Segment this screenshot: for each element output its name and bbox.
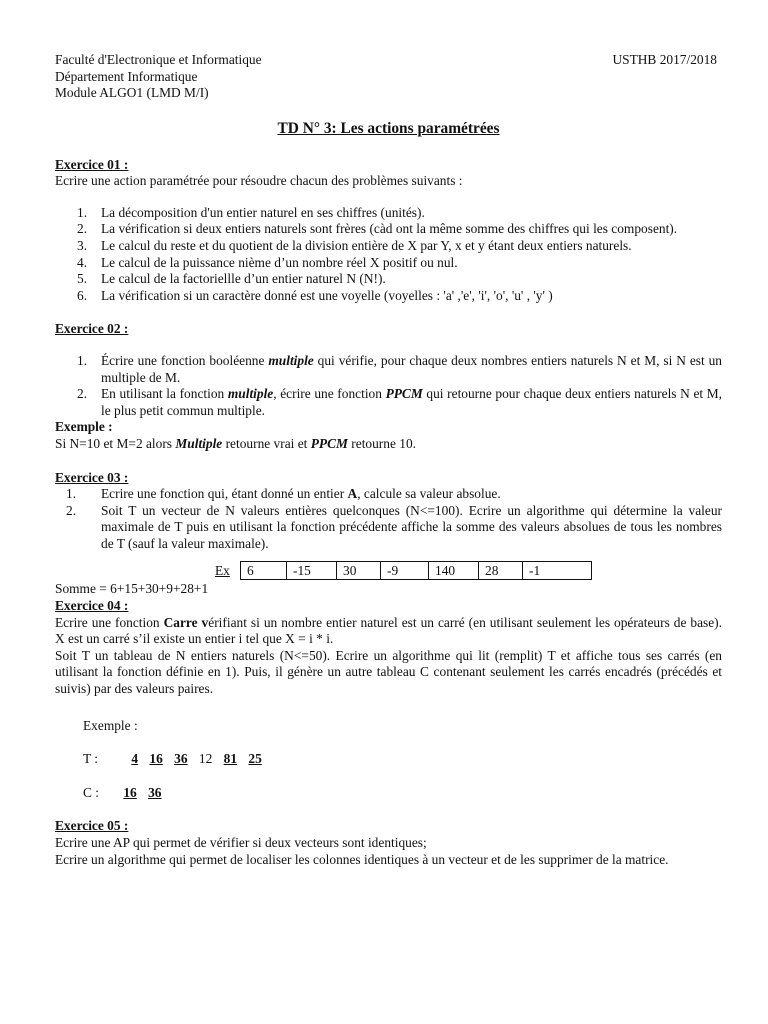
example-label: Ex <box>215 563 230 579</box>
list-item: 4. Le calcul de la puissance nième d’un nombre réel X positif ou nul. <box>77 254 458 270</box>
list-item: 2. Soit T un vecteur de N valeurs entières quelconques (N<=100). Ecrire un algorithme qui détermine la valeur maximale de T puis en utilisant la fonction précédente affiche la somme des valeurs absolues de tous les nombres de T (sauf la valeur maximale). <box>66 502 722 551</box>
example-vector-table <box>240 561 592 580</box>
array-t-value: 16 <box>149 751 163 767</box>
exercise-04-paragraph-1: Ecrire une fonction Carre vérifiant si un nombre entier naturel est un carré (en utilisant seulement les opérateurs de base). X est un carré s’il existe un entier i tel que X = i * i. <box>55 614 722 647</box>
vector-cell: 28 <box>479 562 523 580</box>
exercise-04-heading: Exercice 04 : <box>55 598 129 614</box>
module-line: Module ALGO1 (LMD M/I) <box>55 85 209 101</box>
list-item: 2. En utilisant la fonction multiple, écrire une fonction PPCM qui retourne pour chaque deux entiers naturels N et M, le plus petit commun multiple. <box>77 386 723 418</box>
exercise-02-heading: Exercice 02 : <box>55 321 129 337</box>
list-item: 2. La vérification si deux entiers naturels sont frères (càd ont la même somme des chiffres qui les composent). <box>77 221 678 237</box>
exercise-05 <box>55 818 722 868</box>
array-t-value: 12 <box>198 751 213 767</box>
list-item: 1. La décomposition d'un entier naturel en ses chiffres (unités). <box>77 204 425 220</box>
list-item: 3. Le calcul du reste et du quotient de la division entière de X par Y, x et y étant deux entiers naturels. <box>77 237 632 253</box>
exercise-03-heading: Exercice 03 : <box>55 469 129 485</box>
array-c-line: C : 16 36 <box>83 784 162 800</box>
exercise-01-intro: Ecrire une action paramétrée pour résoudre chacun des problèmes suivants : <box>55 173 463 189</box>
exercise-02 <box>55 321 722 452</box>
array-t-value: 36 <box>174 751 188 767</box>
list-item: 1. Écrire une fonction booléenne multiple qui vérifie, pour chaque deux nombres entiers naturels N et M, si N est un multiple de M. <box>77 352 722 385</box>
exercise-01-list <box>55 205 722 305</box>
exercise-01-heading: Exercice 01 : <box>55 156 129 172</box>
array-c-value: 16 <box>123 784 137 800</box>
array-t-line: T : 4 16 36 12 81 25 <box>83 751 262 767</box>
page-title-text: TD N° 3: Les actions paramétrées <box>277 120 500 137</box>
vector-cell: -9 <box>381 562 429 580</box>
exercise-05-heading: Exercice 05 : <box>55 818 129 834</box>
array-t-value: 81 <box>223 751 238 767</box>
list-item: 6. La vérification si un caractère donné est une voyelle (voyelles : 'a' ,'e', 'i', 'o', 'u' , 'y' ) <box>77 287 553 303</box>
vector-cell: 6 <box>241 562 287 580</box>
exercise-03 <box>55 470 722 599</box>
example-sum: Somme = 6+15+30+9+28+1 <box>55 581 209 597</box>
example-vector-row <box>55 561 722 581</box>
institution-year: USTHB 2017/2018 <box>612 52 717 67</box>
vector-cell: 30 <box>337 562 381 580</box>
exercise-03-list <box>55 486 722 552</box>
page-title <box>55 121 722 138</box>
document-page <box>55 52 722 868</box>
vector-cell: -1 <box>523 562 592 580</box>
faculty-line: Faculté d'Electronique et Informatique <box>55 52 262 67</box>
exercise-05-line-1: Ecrire une AP qui permet de vérifier si deux vecteurs sont identiques; <box>55 835 427 850</box>
department-line: Département Informatique <box>55 68 198 84</box>
list-item: 1. Ecrire une fonction qui, étant donné un entier A, calcule sa valeur absolue. <box>66 486 501 502</box>
vector-cell: -15 <box>287 562 337 580</box>
exercise-04-example-label: Exemple : <box>83 717 138 733</box>
array-t-value: 25 <box>248 751 262 767</box>
exercise-02-example: Si N=10 et M=2 alors Multiple retourne vrai et PPCM retourne 10. <box>55 435 416 451</box>
array-c-value: 36 <box>148 784 162 800</box>
exercise-01 <box>55 157 722 305</box>
exercise-04-paragraph-2: Soit T un tableau de N entiers naturels (N<=50). Ecrire un algorithme qui lit (remplit) T et affiche tous ses carrés (en utilisant la fonction définie en 1). Puis, il génère un autre tableau C contenant seulement les carrés encadrés (précédés et suivis) par des valeurs paires. <box>55 647 722 697</box>
array-t-value: 4 <box>131 751 139 767</box>
list-item: 5. Le calcul de la factoriellle d’un entier naturel N (N!). <box>77 271 386 287</box>
exercise-02-example-label: Exemple : <box>55 419 113 435</box>
exercise-05-line-2: Ecrire un algorithme qui permet de localiser les colonnes identiques à un vecteur et de les supprimer de la matrice. <box>55 851 669 867</box>
vector-cell: 140 <box>429 562 479 580</box>
exercise-02-list <box>55 353 722 419</box>
exercise-04 <box>55 598 722 801</box>
header <box>55 52 722 104</box>
